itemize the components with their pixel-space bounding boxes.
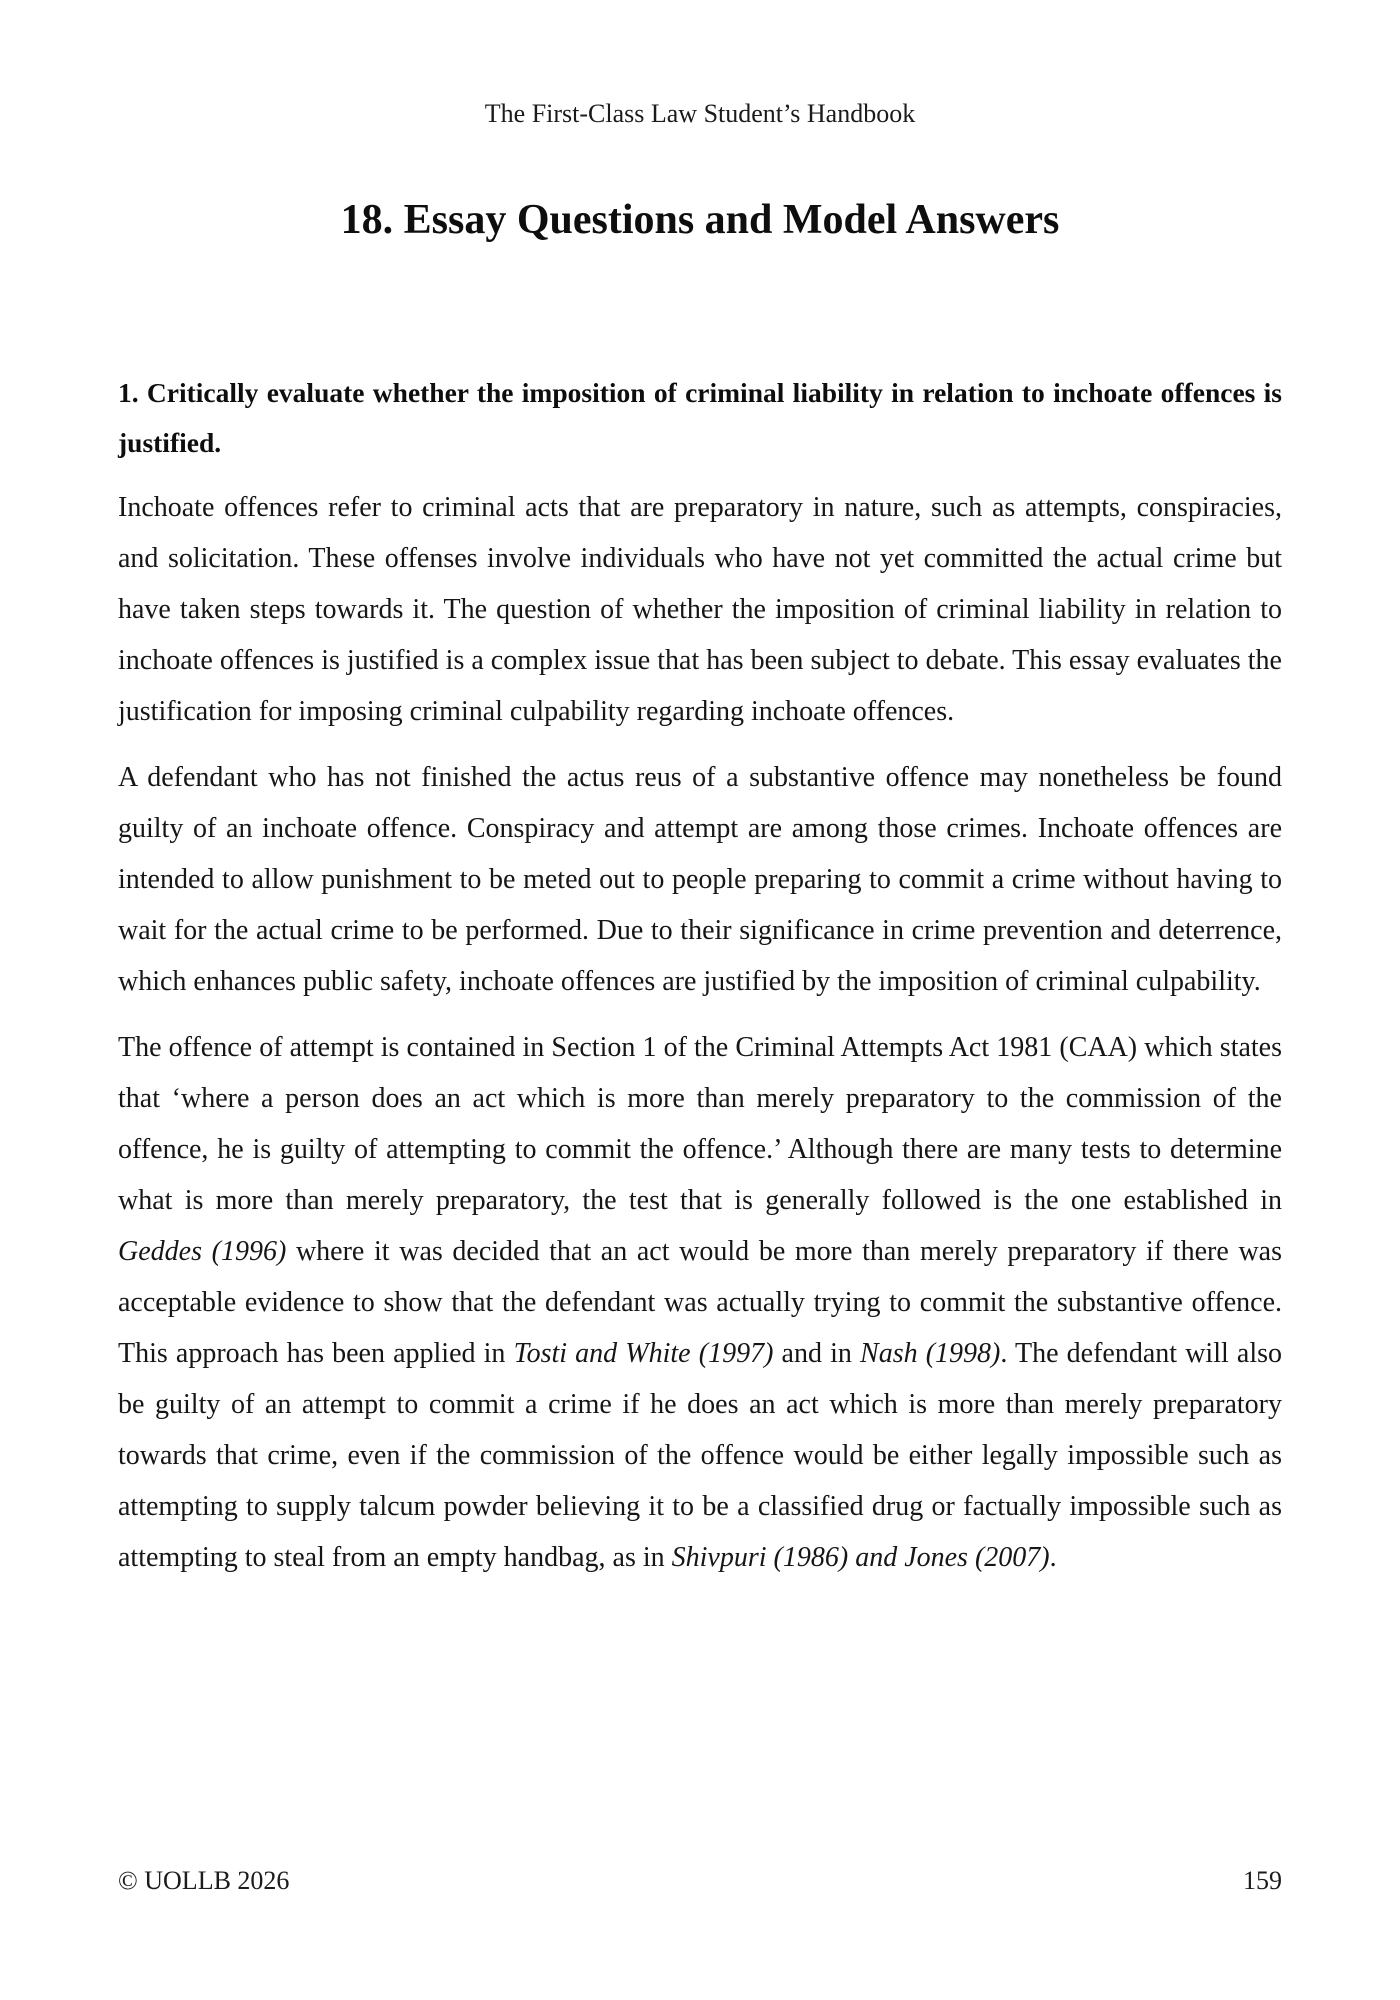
paragraph-2: A defendant who has not finished the actus reus of a substantive offence may nonetheless be found guilty of an inchoate offence. Conspiracy and attempt are among those crimes. Inchoate offences are intended to allow punishment to be meted out to people preparing to commit a crime without having to wait for the actual crime to be performed. Due to their significance in crime prevention and deterrence, which enhances public safety, inchoate offences are justified by the imposition of criminal culpability. — [118, 762, 1282, 997]
paragraph-1: Inchoate offences refer to criminal acts that are preparatory in nature, such as attempts, conspiracies, and solicitation. These offenses involve individuals who have not yet committed the actual crime but have taken steps towards it. The question of whether the imposition of criminal liability in relation to inchoate offences is justified is a complex issue that has been subject to debate. This essay evaluates the justification for imposing criminal culpability regarding inchoate offences. — [118, 492, 1282, 727]
page-number: 159 — [1243, 1866, 1282, 1895]
running-header: The First-Class Law Student’s Handbook — [484, 99, 916, 128]
page-footer — [118, 1866, 1282, 1896]
paragraph-3: The offence of attempt is contained in Section 1 of the Criminal Attempts Act 1981 (CAA) which states that ‘where a person does an act which is more than merely preparatory to the commission of the offence, he is guilty of attempting to commit the offence.’ Although there are many tests to determine what is more than merely preparatory, the test that is generally followed is the one established in Geddes (1996) where it was decided that an act would be more than merely preparatory if there was acceptable evidence to show that the defendant was actually trying to commit the substantive offence. This approach has been applied in Tosti and White (1997) and in Nash (1998). The defendant will also be guilty of an attempt to commit a crime if he does an act which is more than merely preparatory towards that crime, even if the commission of the offence would be either legally impossible such as attempting to supply talcum powder believing it to be a classified drug or factually impossible such as attempting to steal from an empty handbag, as in Shivpuri (1986) and Jones (2007). — [118, 1032, 1283, 1573]
chapter-title: 18. Essay Questions and Model Answers — [340, 197, 1060, 243]
page-content — [118, 368, 1282, 1598]
copyright-notice: © UOLLB 2026 — [118, 1866, 290, 1895]
essay-question-heading: 1. Critically evaluate whether the imposition of criminal liability in relation to inchoate offences is justified. — [118, 377, 1282, 458]
